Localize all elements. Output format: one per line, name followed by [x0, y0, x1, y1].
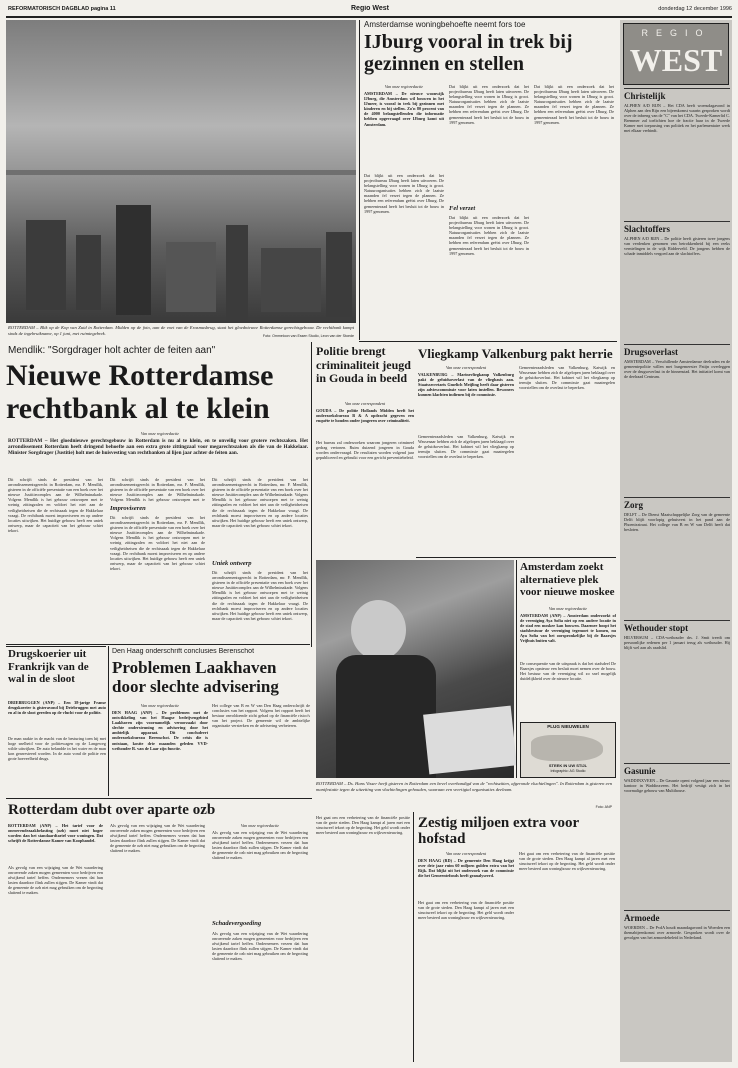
sidebar-item-title: Drugsoverlast [624, 347, 678, 357]
ijburg-kicker: Amsterdamse woningbehoefte neemt fors toe [364, 20, 526, 29]
sidebar-items [624, 88, 730, 1060]
sidebar-item [624, 763, 730, 908]
laak-byline: Van onze regioredactie [140, 703, 180, 708]
zestig-body-col3: Het gaat om een verbetering van de financiële positie van de grote steden. Den Haag kampt al jaren met een structureel tekort op de begroting. Het geld wordt onder meer besteed aan woningbouw en wijkvernieuwing. [519, 851, 615, 872]
valkenburg-headline: Vliegkamp Valkenburg pakt herrie [418, 346, 613, 361]
ozb-sub: Schadevergoeding [212, 920, 262, 927]
gouda-lead: GOUDA – De politie Hollands Midden heeft het onderzoeksbureau B & A opdracht gegeven een enquête te houden onder jongeren over criminaliteit. [316, 408, 414, 424]
rule-drugs-top [6, 646, 106, 647]
masthead-rule [6, 16, 732, 18]
rule-ijburg-left [359, 20, 360, 340]
masthead-date: donderdag 12 december 1996 [658, 6, 732, 12]
map-sub: Infographic: AG Studio [550, 769, 586, 773]
sidebar-item-text: WADDINXVEEN – De Gasunie opent volgend jaar een nieuw kantoor in Waddinxveen. Het bedrijf vestigt zich in het voormalige gebouw van Multihouse. [624, 778, 730, 794]
rechtbank-body-col2: Dit schrijft sinds de president van het arrondissementsgerecht in Rotterdam, mr. F. Mendlik, gisteren in de officiële presentatie van een boek over het nieuwe Justitiecomplex aan de Wilhelminakade. Volgens Mendlik is het gebouw ontworpen met te [110, 477, 205, 502]
rechtbank-body-col3: Dit schrijft sinds de president van het arrondissementsgerecht in Rotterdam, mr. F. Mendlik, gisteren in de officiële presentatie van een boek over het nieuwe Justitiecomplex aan de Wilhelminakade. Volgens Mendlik is het gebouw ontworpen met te weinig zittingzalen en voldoet het niet aan de veiligheidseisen die de rechtszaak tegen de Hakkelaar vraagt. De rechtbank moest improviseren en op andere locaties uitwijken. Het huidige gebouw heeft een uniek ontwerp, maar de capaciteit van het gebouw schiet tekort. [212, 477, 308, 528]
ozb-byline: Van onze regioredactie [240, 823, 280, 828]
valkenburg-lead: VALKENBURG – Marinevliegkamp Valkenburg pakt de geluidsoverlast van de vliegbasis aan. Staatssecretaris Gmelich Meijling heeft daar gisteren zijn adviescommissie voor laten instellen. Bewoners kunnen klachten indienen bij de commissie. [418, 372, 514, 398]
ozb-body-col2: Als gevolg van een wijziging van de Wet waardering onroerende zaken mogen gemeenten voor bedrijven een afwijkend tarief heffen. Ondernemers vrezen dat hun lasten daardoor flink zullen stijgen. De Kamer vindt dat de gemeente de ozb niet mag gebruiken om de begroting sluitend te maken. [110, 823, 205, 854]
rule-gouda-left [311, 342, 312, 647]
protest-photo [316, 560, 514, 778]
ijburg-body-col2: Dat blijkt uit een onderzoek dat het projectbureau IJburg heeft laten uitvoeren. De belangstelling voor wonen in IJburg is groot. Natuurorganisaties hebben zich de laatste maanden fel verzet tegen de plannen. Ze hebben een referendum geëist over IJburg. De gemeenteraad heeft het besluit tot de bouw in 1997 genomen. [449, 84, 529, 125]
ozb-body-col3: Als gevolg van een wijziging van de Wet waardering onroerende zaken mogen gemeenten voor bedrijven een afwijkend tarief heffen. Ondernemers vrezen dat hun lasten daardoor flink zullen stijgen. De Kamer vindt dat de gemeente de ozb niet mag gebruiken om de begroting sluitend te maken. [212, 830, 308, 861]
gouda-body: Het bureau zal onderzoeken waarom jongeren crimineel gedrag vertonen. Ruim duizend jongeren in Gouda worden ondervraagd. De resultaten worden volgend jaar gepubliceerd en gebruikt voor een gericht preventiebeleid. [316, 440, 414, 461]
laak-lead: DEN HAAG (ANP) – De problemen met de ontwikkeling van het Haagse bedrijvengebied Laakhaven zijn voornamelijk veroorzaakt door slechte ondersteuning en advisering door het ambtelijk apparaat. Dit concludeert onderzoeksbureau Berenschot. De crisis die is ontstaan, kostte drie maanden geleden VVD-wethouder R. van de Laar zijn functie. [112, 710, 208, 751]
valkenburg-byline: Van onze correspondent [445, 365, 487, 370]
rotterdam-city-photo [6, 20, 356, 323]
rechtbank-col2 [110, 477, 205, 642]
sidebar-item-title: Gasunie [624, 766, 656, 776]
sidebar-item-title: Christelijk [624, 91, 666, 101]
sidebar-item [624, 620, 730, 761]
sidebar-logo-top: REGIO [641, 28, 711, 38]
valkenburg-body-col1: Gemeenteraadsleden van Valkenburg, Katwijk en Wassenaar hebben zich de afgelopen jaren beklaagd over de geluidsoverlast. Het kabinet wil het vliegkamp op termijn sluiten. De commissie gaat maatregelen voorstellen om de overlast te beperken. [418, 434, 514, 460]
map-legend: STEEK IN UW STIJL [548, 763, 588, 768]
sidebar-item-title: Wethouder stopt [624, 623, 689, 633]
masthead-section: Regio West [351, 5, 389, 12]
drugs-lead: DRIEBRUGGEN (ANP) – Een 38-jarige Franse drugskoerier is gisteravond bij Driebruggen met auto en al in de sloot gereden op de vlucht voor de politie. [8, 700, 106, 716]
rule-zestig-left [413, 812, 414, 1062]
sidebar-logo-bottom: WEST [629, 42, 723, 78]
rechtbank-lead: ROTTERDAM – Het gloednieuwe gerechtsgebouw in Rotterdam is nu al te klein, en te onveilig voor grotere rechtszaken. Het arrondissement Rotterdam heeft dringend behoefte aan een extra grote zittingzaal voor megarechtszaken als die van de Hakkelaar. Minister Sorgdrager (Justitie) holt met de huisvesting van rechtbanken al lijen jaar achter de feiten aan. [8, 438, 308, 457]
zestig-body-col1: Het gaat om een verbetering van de financiële positie van de grote steden. Den Haag kampt al jaren met een structureel tekort op de begroting. Het geld wordt onder meer besteed aan woningbouw en wijkvernieuwing. [316, 815, 410, 836]
masthead-paper: REFORMATORISCH DAGBLAD pagina 11 [8, 6, 116, 12]
sidebar-item-text: ALPHEN A/D RIJN – Het CDA heeft woensdagavond in Alphen aan den Rijn een bijeenkomst waarin gesproken wordt over de inbreng van de "C" van het CDA. Tweede-Kamerlid C. Bremmer zal toelichten hoe de fractie haar in de Tweede Kamer met toepassing van politiek en het parlementaire werk met elkaar verbindt. [624, 103, 730, 134]
rule-rechtbank-bottom [6, 644, 310, 645]
ozb-body-col1: Als gevolg van een wijziging van de Wet waardering onroerende zaken mogen gemeenten voor bedrijven een afwijkend tarief heffen. Ondernemers vrezen dat hun lasten daardoor flink zullen stijgen. De Kamer vindt dat de gemeente de ozb niet mag gebruiken om de begroting sluitend te maken. [8, 865, 103, 896]
photo1-caption: ROTTERDAM – Blik op de Kop van Zuid in Rotterdam. Midden op de foto, aan de voet van de Erasmusbrug, staat het gloednieuwe Rotterdamse gerechtsgebouw. De rechtbank kampt sinds de ingebruikname, op 1 juni, met ruimtegebrek. [8, 325, 354, 336]
gouda-byline: Van onze correspondent [344, 401, 386, 406]
laak-body: Het college van B en W van Den Haag onderschrijft de conclusies van het rapport. Volgens het rapport heeft het bestuur onvoldoende zicht gehad op de financiële risico's van het project. De gemeente wil de ambtelijke organisatie versterken en de advisering verbeteren. [212, 703, 310, 729]
sidebar-item-title: Slachtoffers [624, 224, 670, 234]
zestig-body-col2: Het gaat om een verbetering van de financiële positie van de grote steden. Den Haag kampt al jaren met een structureel tekort op de begroting. Het geld wordt onder meer besteed aan woningbouw en wijkvernieuwing. [418, 900, 514, 921]
map-box [520, 722, 616, 778]
map-label: PLUG NIEUWELEN [547, 724, 589, 729]
sidebar-logo [623, 23, 729, 85]
ijburg-body-col2b: Dat blijkt uit een onderzoek dat het projectbureau IJburg heeft laten uitvoeren. De belangstelling voor wonen in IJburg is groot. Natuurorganisaties hebben zich de laatste maanden fel verzet tegen de plannen. Ze hebben een referendum geëist over IJburg. De gemeenteraad heeft het besluit tot de bouw in 1997 genomen. [449, 215, 529, 256]
rechtbank-byline: Van onze regioredactie [140, 431, 180, 436]
zestig-lead: DEN HAAG (RD) – De gemeente Den Haag krijgt over drie jaar ruim 60 miljoen gulden extra van het Rijk. Dat blijkt uit het onderzoek van de commissie die het Gemeentefonds heeft geanalyseerd. [418, 858, 514, 879]
rule-sofa-left [516, 560, 517, 778]
rechtbank-sub-uniek: Uniek ontwerp [212, 560, 252, 567]
ozb-lead: ROTTERDAM (ANP) – Het tarief voor de onroerendezaakbelasting (ozb) moet niet hoger worden dan het standaardtarief voor woningen. Dat schrijft de Rotterdamse Kamer van Koophandel. [8, 823, 103, 844]
sidebar-item-title: Zorg [624, 500, 643, 510]
sidebar-item [624, 497, 730, 618]
rechtbank-body-col2b: Dit schrijft sinds de president van het arrondissementsgerecht in Rotterdam, mr. F. Mendlik, gisteren in de officiële presentatie van een boek over het nieuwe Justitiecomplex aan de Wilhelminakade. Volgens Mendlik is het gebouw ontworpen met te weinig zittingzalen en voldoet het niet aan de veiligheidseisen die de rechtszaak tegen de Hakkelaar vraagt. De rechtbank moest improviseren en op andere locaties uitwijken. Het huidige gebouw heeft een uniek ontwerp, maar de capaciteit van het gebouw schiet tekort. [110, 515, 205, 571]
rule-laak-left [108, 646, 109, 796]
rule-ijburg-bottom [359, 341, 617, 342]
ozb-body-col3b: Als gevolg van een wijziging van de Wet waardering onroerende zaken mogen gemeenten voor bedrijven een afwijkend tarief heffen. Ondernemers vrezen dat hun lasten daardoor flink zullen stijgen. De Kamer vindt dat de gemeente de ozb niet mag gebruiken om de begroting sluitend te maken. [212, 931, 308, 962]
sidebar-item-text: ALPHEN A/D RIJN – De politie heeft gisteren twee jongens van verdenken genomen van betrokkenheid bij een reeks vernielingen in de wijk Ridderveld. De jongens hebben de schade inmiddels vergoed aan de slachtoffers. [624, 236, 730, 257]
photo2-caption: ROTTERDAM – Ds. Hans Visser heeft gisteren in Rotterdam een bevel overhandigd van de "rechtszitten, afgeronde vluchtelingen". In Rotterdam is gisteren een manifestatie tegen de uitzetting van vluchtelingen gehouden, waaraan een veertigtal organisaties deelnam. [316, 781, 612, 792]
sidebar-item [624, 88, 730, 219]
sidebar-item [624, 910, 730, 1060]
laak-headline: Problemen Laakhaven door slechte advisering [112, 658, 279, 696]
gouda-headline: Politie brengt criminaliteit jeugd in Gouda in beeld [316, 345, 411, 385]
rechtbank-sub-improviseren: Improviseren [110, 505, 146, 512]
valkenburg-body-col2: Gemeenteraadsleden van Valkenburg, Katwijk en Wassenaar hebben zich de afgelopen jaren beklaagd over de geluidsoverlast. Het kabinet wil het vliegkamp op termijn sluiten. De commissie gaat maatregelen voorstellen om de overlast te beperken. [519, 365, 615, 391]
ijburg-lead: AMSTERDAM – De nieuwe woonwijk IJburg, die Amsterdam wil bouwen in het IJmeer, is vooral in trek bij gezinnen met kinderen en bij stellen. Zo'n 80 procent van de 4000 belangstellenden die informatie hebben opgevraagd over IJburg komt uit Amsterdam. [364, 91, 444, 127]
sofa-lead: AMSTERDAM (ANP) – Amsterdam onderzoekt of de vereniging Aya Sofia niet op een andere locatie in de stad een moskee kan bouwen. Daarmee hoopt het stadsbestuur de vereniging tegemoet te komen, nu Aya Sofia van het oorspronkelijke bij de Baarsjes Vrijhuis buiten valt. [520, 613, 616, 644]
ijburg-body-col3: Dat blijkt uit een onderzoek dat het projectbureau IJburg heeft laten uitvoeren. De belangstelling voor wonen in IJburg is groot. Natuurorganisaties hebben zich de laatste maanden fel verzet tegen de plannen. Ze hebben een referendum geëist over IJburg. De gemeenteraad heeft het besluit tot de bouw in 1997 genomen. [534, 84, 614, 125]
sidebar-item-text: WOERDEN – De PvdA houdt maandagavond in Woerden een themabijeenkomst over armoede. Gesproken wordt over de gevolgen van het armoedebeleid in Nederland. [624, 925, 730, 941]
rule-laak-bottom [6, 798, 312, 799]
photo1-credit: Foto: Ommeloon van Essen Studio, Leon van der Stoede [262, 334, 354, 338]
ijburg-sub: Fel verzet [449, 205, 476, 212]
ijburg-body-col1: Dat blijkt uit een onderzoek dat het projectbureau IJburg heeft laten uitvoeren. De belangstelling voor wonen in IJburg is groot. Natuurorganisaties hebben zich de laatste maanden fel verzet tegen de plannen. Ze hebben een referendum geëist over IJburg. De gemeenteraad heeft het besluit tot de bouw in 1997 genomen. [364, 173, 444, 214]
drugs-body: De man raakte in de macht van de besturing toen hij met hoge snelheid voor de politiewagen op de Langeweg wilde uitwijken. De auto belandde in het water en de man kon gearresteerd worden. In de auto vond de politie een grote hoeveelheid drugs. [8, 736, 106, 762]
rechtbank-kicker: Mendlik: "Sorgdrager holt achter de feiten aan" [8, 345, 216, 356]
sidebar-item-text: AMSTERDAM – Verschillende Amsterdamse deelraden en de gemeentepolitie willen met burgemeester Patijn overleggen over de drugsoverlast in de binnenstad. Het initiatief komt van de deelraad Centrum. [624, 359, 730, 380]
sofa-body: De consequentie van de uitspraak is dat het stadsdeel De Baarsjes opnieuw een besluit moet nemen over de bouw. Het bestuur van de vereniging wil zo snel mogelijk duidelijkheid over de nieuwe locatie. [520, 661, 616, 682]
sofa-headline: Amsterdam zoekt alternatieve plek voor nieuwe moskee [520, 561, 615, 598]
sidebar-item [624, 344, 730, 495]
drugs-headline: Drugskoerier uit Frankrijk van de wal in de sloot [8, 648, 89, 685]
sidebar-item-text: DELFT – De Dienst Maatschappelijke Zorg van de gemeente Delft blijft voorlopig gehuisvest in het pand aan de Phoenixstraat. Het college van B en W van Delft heeft dat besloten. [624, 512, 730, 533]
ijburg-byline: Van onze regioredactie [384, 84, 424, 89]
sidebar-item-text: HILVERSUM – CDA-wethouder drs. J. Smit treedt om persoonlijke redenen per 1 januari terug als wethouder. Hij blijft wel aan als raadslid. [624, 635, 730, 651]
rechtbank-body-col3b: Dit schrijft sinds de president van het arrondissementsgerecht in Rotterdam, mr. F. Mendlik, gisteren in de officiële presentatie van een boek over het nieuwe Justitiecomplex aan de Wilhelminakade. Volgens Mendlik is het gebouw ontworpen met te weinig zittingzalen en voldoet het niet aan de veiligheidseisen die de rechtszaak tegen de Hakkelaar vraagt. De rechtbank moest improviseren en op andere locaties uitwijken. Het huidige gebouw heeft een uniek ontwerp, maar de capaciteit van het gebouw schiet tekort. [212, 570, 308, 621]
zestig-headline: Zestig miljoen extra voor hofstad [418, 815, 579, 847]
sidebar-item-title: Armoede [624, 913, 660, 923]
ijburg-headline: IJburg vooral in trek bij gezinnen en stellen [364, 31, 573, 75]
sidebar-item [624, 221, 730, 342]
zestig-byline: Van onze correspondent [445, 851, 487, 856]
laak-kicker: Den Haag onderschrift conclusies Berenschot [112, 648, 255, 655]
photo2-credit: Foto: ANP [595, 805, 612, 809]
sofa-byline: Van onze regioredactie [548, 606, 588, 611]
rechtbank-headline: Nieuwe Rotterdamse rechtbank al te klein [6, 359, 274, 425]
ozb-headline: Rotterdam dubt over aparte ozb [8, 802, 216, 818]
rechtbank-body-col1: Dit schrijft sinds de president van het arrondissementsgerecht in Rotterdam, mr. F. Mendlik, gisteren in de officiële presentatie van een boek over het nieuwe Justitiecomplex aan de Wilhelminakade. Volgens Mendlik is het gebouw ontworpen met te weinig zittingzalen en voldoet het niet aan de veiligheidseisen die de rechtszaak tegen de Hakkelaar vraagt. De rechtbank moest improviseren en op andere locaties uitwijken. Het huidige gebouw heeft een uniek ontwerp, maar de capaciteit van het gebouw schiet tekort. [8, 477, 103, 533]
rechtbank-col3 [212, 477, 308, 642]
rule-valkenburg-bottom [416, 557, 616, 558]
